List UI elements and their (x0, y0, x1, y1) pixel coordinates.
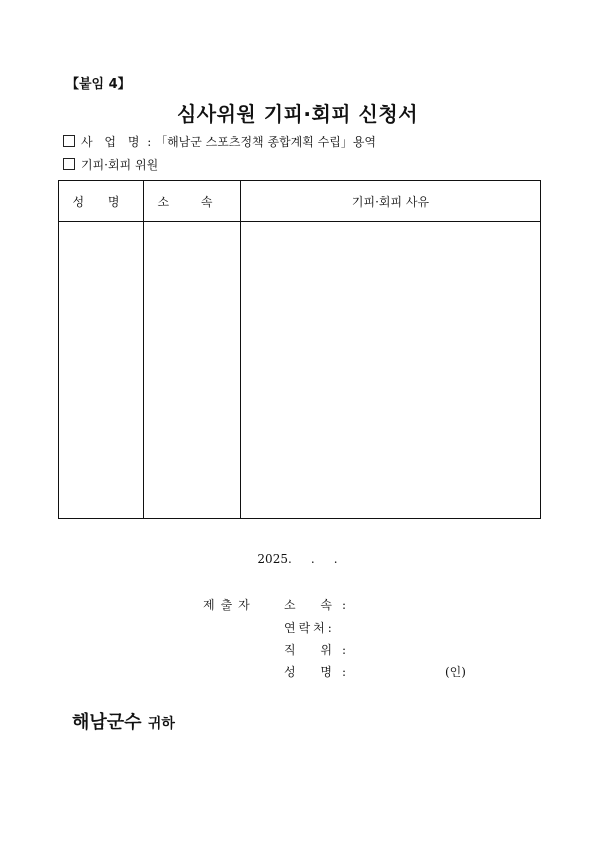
field-colon: : (341, 643, 346, 657)
field-label: 소 속 (284, 598, 342, 612)
addressee (72, 708, 175, 734)
project-label: 사 업 명 (81, 135, 144, 149)
table-header-row (59, 181, 541, 222)
field-name (284, 663, 346, 680)
members-label: 기피·회피 위원 (81, 158, 159, 172)
addressee-name: 해남군수 (72, 712, 142, 733)
field-colon: : (341, 665, 346, 679)
attachment-label: 【붙임 4】 (66, 77, 131, 92)
field-contact (284, 619, 346, 636)
field-label: 성 명 (284, 665, 342, 679)
header-affiliation: 소 속 (144, 181, 241, 222)
project-value: : 「해남군 스포츠정책 종합계획 수립」용역 (147, 135, 377, 149)
members-line (63, 156, 158, 173)
field-label: 연락처 (284, 621, 328, 635)
date-line: 2025. . . (257, 552, 338, 566)
field-colon: : (341, 598, 346, 612)
field-affiliation (284, 596, 346, 613)
seal-mark: (인) (445, 665, 466, 679)
affiliation-cell[interactable] (144, 222, 241, 519)
header-name: 성 명 (59, 181, 144, 222)
checkbox-icon (63, 158, 75, 170)
addressee-suffix: 귀하 (147, 716, 175, 732)
table-row (59, 222, 541, 519)
header-reason: 기피·회피 사유 (241, 181, 541, 222)
name-cell[interactable] (59, 222, 144, 519)
field-position (284, 641, 346, 658)
checkbox-icon (63, 135, 75, 147)
field-colon: : (327, 621, 332, 635)
submitter-heading: 제출자 (203, 598, 256, 612)
reason-cell[interactable] (241, 222, 541, 519)
project-line (63, 133, 376, 150)
field-label: 직 위 (284, 643, 342, 657)
avoidance-table (58, 180, 541, 519)
document-title: 심사위원 기피·회피 신청서 (176, 102, 419, 126)
